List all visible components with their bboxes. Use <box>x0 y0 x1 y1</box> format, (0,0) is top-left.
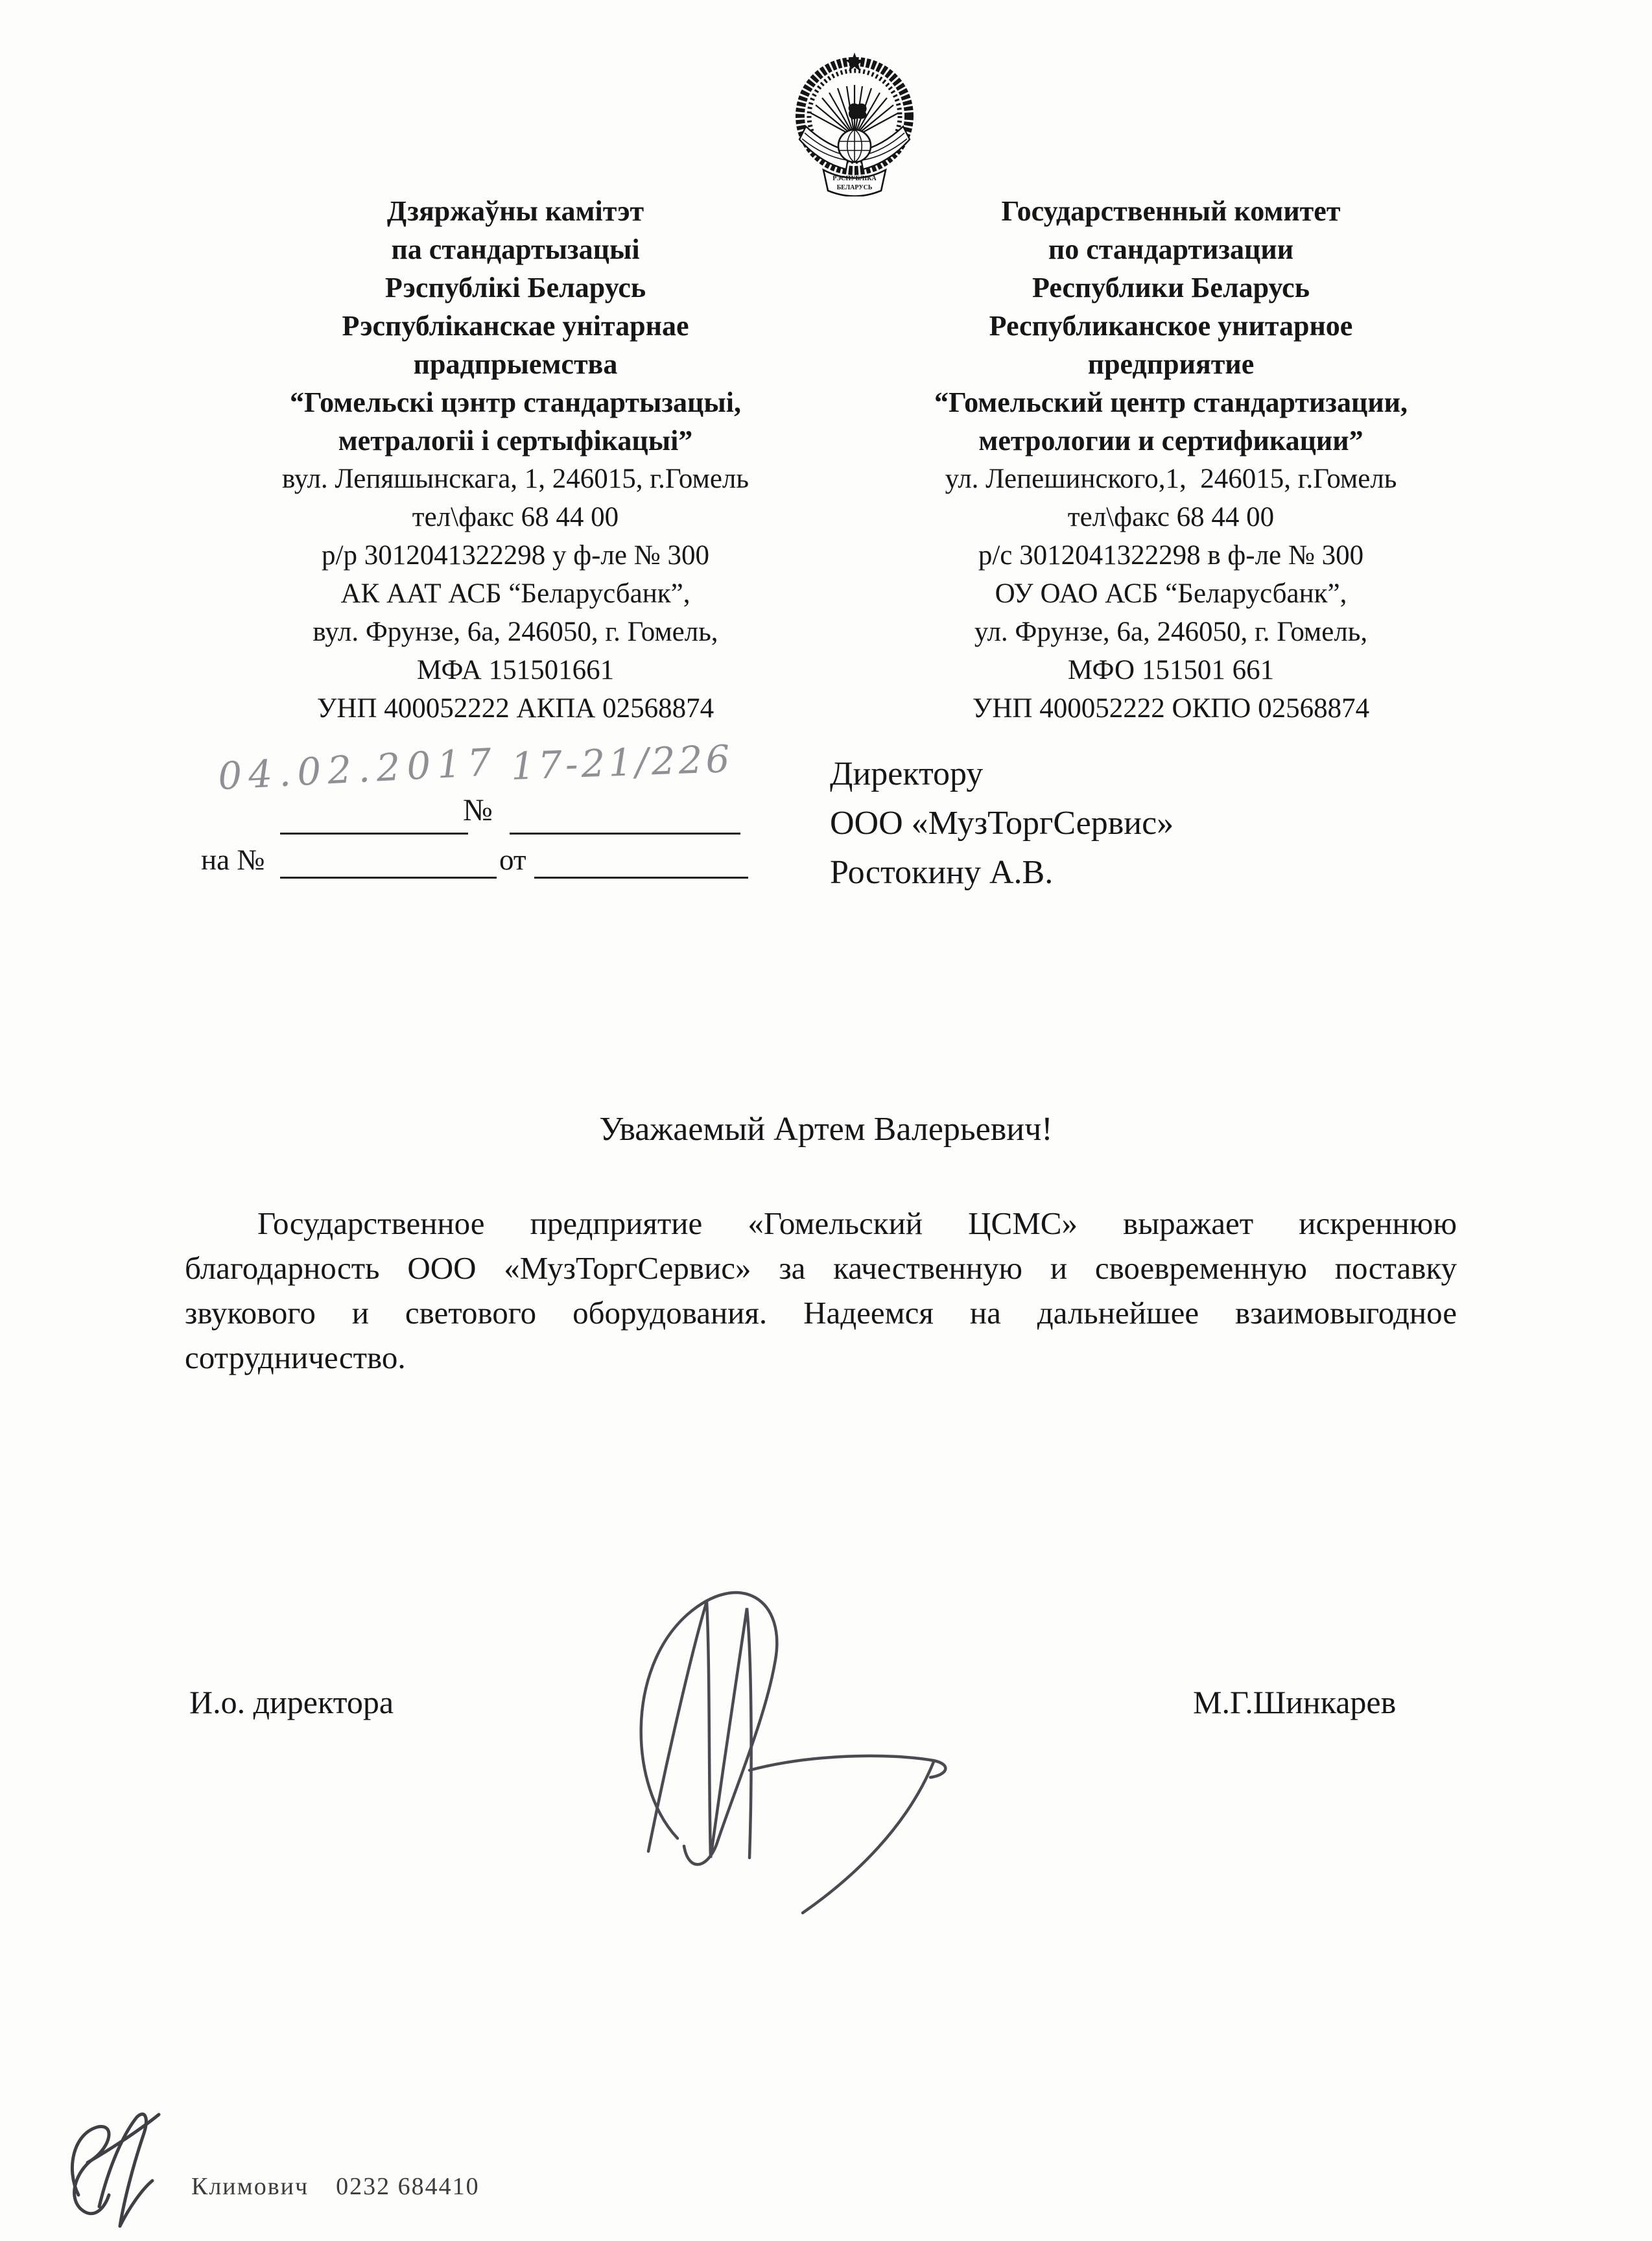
globe-icon <box>838 130 871 162</box>
letterhead-line: р/с 3012041322298 в ф-ле № 300 <box>978 540 1364 571</box>
letterhead-line: тел\факс 68 44 00 <box>412 502 619 532</box>
executor-phone: 0232 684410 <box>336 2173 480 2200</box>
letterhead-line: прадпрыемства <box>413 348 618 380</box>
letterhead-line: р/р 3012041322298 у ф-ле № 300 <box>322 540 709 571</box>
letterhead-line: УНП 400052222 АКПА 02568874 <box>316 693 714 724</box>
letterhead-line: Республики Беларусь <box>1032 272 1310 303</box>
reply-from-label: от <box>499 844 526 876</box>
letterhead-line: па стандартызацыі <box>391 233 640 265</box>
handwritten-date: 04.02.2017 <box>217 739 499 799</box>
letterhead-line: “Гомельскі цэнтр стандартызацыі, <box>290 386 741 418</box>
letterhead-line: Республиканское унитарное <box>989 310 1353 342</box>
letterhead-left <box>224 192 807 728</box>
body-paragraph: Государственное предприятие «Гомельский ЦСМС» выражает искреннюю благодарность ООО «МузТоргСервис» за качественную и своевременную поставку звукового и светового оборудования. Надеемся на дальнейшее взаимовыгодное сотрудничество. <box>185 1205 1457 1375</box>
letterhead-line: ул. Лепешинского,1, 246015, г.Гомель <box>945 464 1397 494</box>
letterhead-line: вул. Фрунзе, 6а, 246050, г. Гомель, <box>313 617 718 647</box>
letterhead-line: тел\факс 68 44 00 <box>1067 502 1275 532</box>
letterhead-line: МФА 151501661 <box>416 655 615 685</box>
letterhead-line: УНП 400052222 ОКПО 02568874 <box>972 693 1370 724</box>
signer-position: И.о. директора <box>189 1684 394 1720</box>
executor-line <box>191 2172 480 2201</box>
letterhead-line: по стандартизации <box>1048 233 1294 265</box>
number-underline <box>510 833 740 835</box>
addressee-block <box>830 750 1174 897</box>
letterhead-line: Дзяржаўны камітэт <box>386 195 644 227</box>
ribbon-text-line2: БЕЛАРУСЬ <box>836 184 873 191</box>
date-underline <box>280 833 468 835</box>
addressee-line: Ростокину А.В. <box>830 854 1054 891</box>
letterhead-line: МФО 151501 661 <box>1067 655 1275 685</box>
letterhead-line: Рэспубліканскае унітарнае <box>342 310 689 342</box>
handwritten-outgoing-number: 17-21/226 <box>510 737 734 788</box>
addressee-line: Директору <box>830 755 984 792</box>
reply-number-underline <box>280 877 497 879</box>
salutation: Уважаемый Артем Валерьевич! <box>599 1111 1053 1148</box>
letterhead-line: “Гомельский центр стандартизации, <box>934 386 1408 418</box>
letterhead-line: Рэспублікі Беларусь <box>384 272 646 303</box>
director-signature-icon <box>551 1566 966 1916</box>
letterhead-line: ОУ ОАО АСБ “Беларусбанк”, <box>995 578 1347 609</box>
ribbon-text-line1: РЭСПУБЛІКА <box>832 175 877 182</box>
letterhead-line: вул. Лепяшынскага, 1, 246015, г.Гомель <box>282 464 749 494</box>
letterhead-line: АК ААТ АСБ “Беларусбанк”, <box>340 578 690 609</box>
addressee-line: ООО «МузТоргСервис» <box>830 805 1174 842</box>
executor-name: Климович <box>191 2173 309 2200</box>
number-sign-label: № <box>463 793 493 827</box>
belarus-coat-of-arms-icon <box>788 49 921 196</box>
letterhead-line: Государственный комитет <box>1001 195 1341 227</box>
executor-signature-icon <box>54 2098 183 2237</box>
belarus-map-shape <box>849 103 867 119</box>
reply-to-number-label: на № <box>201 844 265 876</box>
letterhead-line: метрологии и сертификации” <box>978 425 1363 456</box>
reply-date-underline <box>534 877 748 879</box>
letterhead-line: предприятие <box>1087 348 1255 380</box>
letterhead-right <box>879 192 1463 728</box>
letterhead-line: ул. Фрунзе, 6а, 246050, г. Гомель, <box>974 617 1368 647</box>
signer-name: М.Г.Шинкарев <box>1193 1684 1397 1720</box>
letterhead-line: метралогіі і сертыфікацыі” <box>338 425 693 456</box>
